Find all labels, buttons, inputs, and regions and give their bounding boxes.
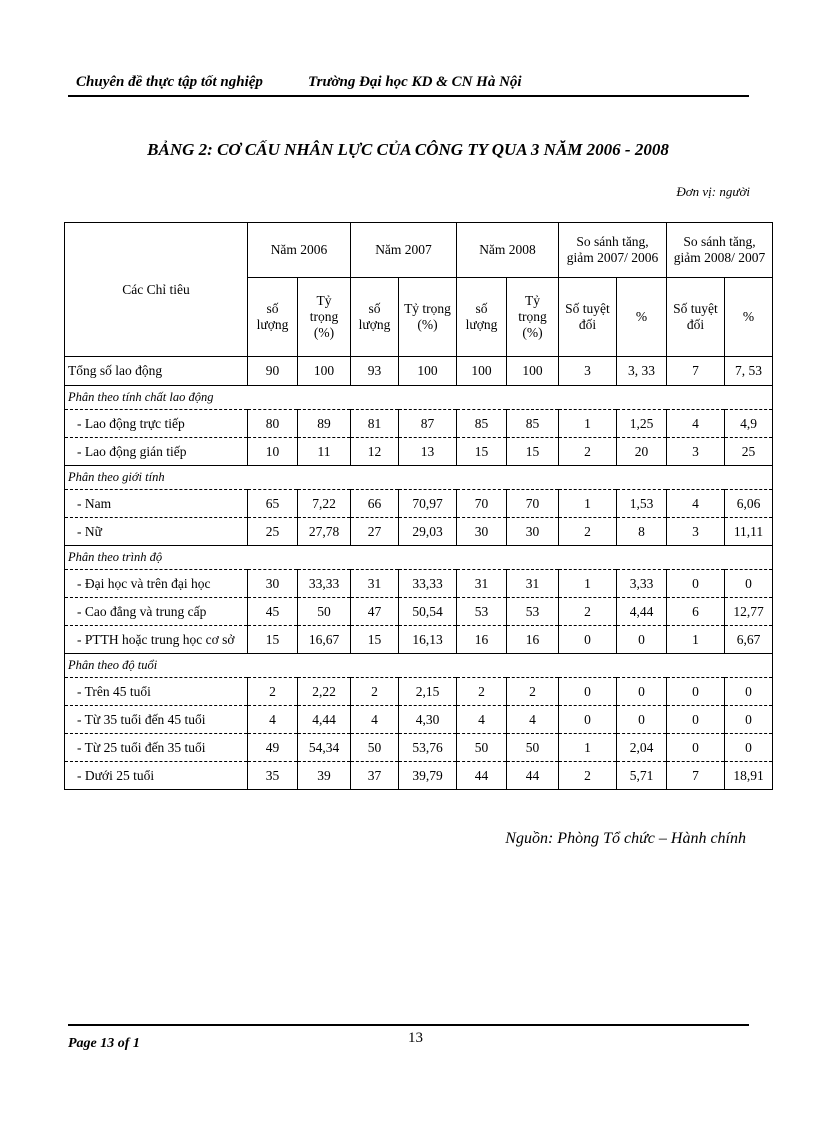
table-cell: 0 xyxy=(667,570,725,598)
table-cell: 10 xyxy=(248,438,298,466)
table-cell: 45 xyxy=(248,598,298,626)
header-left-text: Chuyên đề thực tập tốt nghiệp xyxy=(76,74,263,90)
section-title: Phân theo độ tuổi xyxy=(65,654,773,678)
table-cell: 7,22 xyxy=(298,490,351,518)
table-cell: 2,22 xyxy=(298,678,351,706)
table-cell: 4 xyxy=(457,706,507,734)
table-row xyxy=(65,706,773,734)
table-cell: 70,97 xyxy=(399,490,457,518)
total-cell: 100 xyxy=(507,357,559,386)
section-row xyxy=(65,546,773,570)
table-cell: 50 xyxy=(298,598,351,626)
table-cell: 2,15 xyxy=(399,678,457,706)
unit-note: Đơn vị: người xyxy=(676,184,750,199)
table-cell: 1 xyxy=(559,734,617,762)
table-cell: 8 xyxy=(617,518,667,546)
table-cell: 2,04 xyxy=(617,734,667,762)
table-cell: 2 xyxy=(351,678,399,706)
total-cell: 7, 53 xyxy=(725,357,773,386)
table-cell: 50 xyxy=(457,734,507,762)
table-cell: 1 xyxy=(559,570,617,598)
row-label: - Nam xyxy=(65,490,248,518)
table-cell: 85 xyxy=(457,410,507,438)
table-row xyxy=(65,626,773,654)
table-cell: 53 xyxy=(457,598,507,626)
table-cell: 1 xyxy=(559,410,617,438)
table-row xyxy=(65,598,773,626)
table-cell: 0 xyxy=(725,706,773,734)
table-cell: 4,30 xyxy=(399,706,457,734)
table-cell: 33,33 xyxy=(298,570,351,598)
table-cell: 47 xyxy=(351,598,399,626)
total-cell: 3, 33 xyxy=(617,357,667,386)
table-cell: 53,76 xyxy=(399,734,457,762)
table-cell: 16 xyxy=(457,626,507,654)
table-cell: 0 xyxy=(725,734,773,762)
table-row xyxy=(65,410,773,438)
table-cell: 18,91 xyxy=(725,762,773,790)
group-header-compare-2007-2006: So sánh tăng, giảm 2007/ 2006 xyxy=(559,223,667,278)
table-cell: 39 xyxy=(298,762,351,790)
table-cell: 80 xyxy=(248,410,298,438)
table-cell: 2 xyxy=(559,438,617,466)
table-cell: 4 xyxy=(351,706,399,734)
table-cell: 30 xyxy=(507,518,559,546)
sub-header-quantity-2006: số lượng xyxy=(248,278,298,357)
table-cell: 0 xyxy=(617,678,667,706)
table-cell: 0 xyxy=(617,706,667,734)
table-row xyxy=(65,490,773,518)
table-cell: 6,67 xyxy=(725,626,773,654)
total-row xyxy=(65,357,773,386)
group-header-2006: Năm 2006 xyxy=(248,223,351,278)
table-cell: 54,34 xyxy=(298,734,351,762)
table-cell: 2 xyxy=(248,678,298,706)
table-row xyxy=(65,570,773,598)
table-cell: 12,77 xyxy=(725,598,773,626)
table-cell: 0 xyxy=(667,706,725,734)
table-cell: 33,33 xyxy=(399,570,457,598)
table-cell: 6,06 xyxy=(725,490,773,518)
table-cell: 31 xyxy=(457,570,507,598)
table-cell: 3,33 xyxy=(617,570,667,598)
table-cell: 0 xyxy=(725,570,773,598)
table-cell: 50,54 xyxy=(399,598,457,626)
table-cell: 4 xyxy=(507,706,559,734)
table-cell: 20 xyxy=(617,438,667,466)
table-cell: 5,71 xyxy=(617,762,667,790)
row-label: - PTTH hoặc trung học cơ sở xyxy=(65,626,248,654)
table-cell: 11 xyxy=(298,438,351,466)
table-cell: 4,9 xyxy=(725,410,773,438)
table-cell: 37 xyxy=(351,762,399,790)
table-cell: 15 xyxy=(248,626,298,654)
table-cell: 16,13 xyxy=(399,626,457,654)
table-cell: 2 xyxy=(559,518,617,546)
table-cell: 27,78 xyxy=(298,518,351,546)
page-header xyxy=(68,72,748,94)
table-cell: 13 xyxy=(399,438,457,466)
table-cell: 3 xyxy=(667,518,725,546)
table-cell: 50 xyxy=(507,734,559,762)
total-cell: 90 xyxy=(248,357,298,386)
table-cell: 0 xyxy=(559,706,617,734)
row-label: - Từ 25 tuổi đến 35 tuổi xyxy=(65,734,248,762)
sub-header-share-2007: Tỷ trọng (%) xyxy=(399,278,457,357)
table-cell: 4,44 xyxy=(298,706,351,734)
sub-header-absolute-c1: Số tuyệt đối xyxy=(559,278,617,357)
table-cell: 0 xyxy=(559,626,617,654)
table-cell: 44 xyxy=(457,762,507,790)
total-cell: 100 xyxy=(457,357,507,386)
row-label: - Đại học và trên đại học xyxy=(65,570,248,598)
table-cell: 0 xyxy=(667,734,725,762)
table-cell: 1,25 xyxy=(617,410,667,438)
table-cell: 50 xyxy=(351,734,399,762)
table-cell: 31 xyxy=(507,570,559,598)
table-row xyxy=(65,762,773,790)
table-cell: 65 xyxy=(248,490,298,518)
sub-header-percent-c2: % xyxy=(725,278,773,357)
table-cell: 53 xyxy=(507,598,559,626)
footer-page-number: 13 xyxy=(408,1030,423,1046)
total-cell: 3 xyxy=(559,357,617,386)
total-cell: 100 xyxy=(399,357,457,386)
sub-header-share-2006: Tỷ trọng (%) xyxy=(298,278,351,357)
table-cell: 0 xyxy=(725,678,773,706)
table-cell: 1,53 xyxy=(617,490,667,518)
row-label: - Dưới 25 tuổi xyxy=(65,762,248,790)
table-cell: 89 xyxy=(298,410,351,438)
source-note: Nguồn: Phòng Tổ chức – Hành chính xyxy=(505,830,746,847)
table-cell: 25 xyxy=(725,438,773,466)
row-label: - Trên 45 tuổi xyxy=(65,678,248,706)
table-cell: 2 xyxy=(507,678,559,706)
table-cell: 30 xyxy=(248,570,298,598)
table-cell: 0 xyxy=(667,678,725,706)
table-cell: 12 xyxy=(351,438,399,466)
table-cell: 4 xyxy=(667,410,725,438)
row-label: - Nữ xyxy=(65,518,248,546)
footer-page-label: Page 13 of 1 xyxy=(68,1036,140,1051)
table-cell: 70 xyxy=(507,490,559,518)
table-cell: 49 xyxy=(248,734,298,762)
table-cell: 35 xyxy=(248,762,298,790)
table-cell: 39,79 xyxy=(399,762,457,790)
table-cell: 4 xyxy=(248,706,298,734)
table-row xyxy=(65,438,773,466)
table-cell: 31 xyxy=(351,570,399,598)
table-cell: 2 xyxy=(457,678,507,706)
table-title: BẢNG 2: CƠ CẤU NHÂN LỰC CỦA CÔNG TY QUA 3 NĂM 2006 - 2008 xyxy=(147,140,669,159)
table-body xyxy=(65,223,773,790)
sub-header-quantity-2008: số lượng xyxy=(457,278,507,357)
group-header-compare-2008-2007: So sánh tăng, giảm 2008/ 2007 xyxy=(667,223,773,278)
section-row xyxy=(65,386,773,410)
table-cell: 44 xyxy=(507,762,559,790)
total-cell: 7 xyxy=(667,357,725,386)
table-cell: 3 xyxy=(667,438,725,466)
row-label: - Lao động gián tiếp xyxy=(65,438,248,466)
table-cell: 85 xyxy=(507,410,559,438)
section-title: Phân theo trình độ xyxy=(65,546,773,570)
table-cell: 4 xyxy=(667,490,725,518)
row-label: - Cao đẳng và trung cấp xyxy=(65,598,248,626)
group-header-2008: Năm 2008 xyxy=(457,223,559,278)
total-label: Tổng số lao động xyxy=(65,357,248,386)
footer-rule xyxy=(68,1024,749,1026)
row-label: - Từ 35 tuổi đến 45 tuổi xyxy=(65,706,248,734)
table-cell: 6 xyxy=(667,598,725,626)
table-cell: 25 xyxy=(248,518,298,546)
section-row xyxy=(65,654,773,678)
table-cell: 2 xyxy=(559,598,617,626)
table-cell: 15 xyxy=(507,438,559,466)
table-cell: 66 xyxy=(351,490,399,518)
row-label: - Lao động trực tiếp xyxy=(65,410,248,438)
table-row xyxy=(65,518,773,546)
total-cell: 93 xyxy=(351,357,399,386)
sub-header-absolute-c2: Số tuyệt đối xyxy=(667,278,725,357)
table-cell: 0 xyxy=(559,678,617,706)
workforce-table xyxy=(64,222,773,790)
table-cell: 11,11 xyxy=(725,518,773,546)
table-cell: 1 xyxy=(559,490,617,518)
table-row xyxy=(65,678,773,706)
table-cell: 15 xyxy=(351,626,399,654)
group-header-2007: Năm 2007 xyxy=(351,223,457,278)
section-title: Phân theo tính chất lao động xyxy=(65,386,773,410)
total-cell: 100 xyxy=(298,357,351,386)
indicator-header: Các Chỉ tiêu xyxy=(65,223,248,357)
table-cell: 15 xyxy=(457,438,507,466)
table-cell: 2 xyxy=(559,762,617,790)
header-right-text: Trường Đại học KD & CN Hà Nội xyxy=(308,74,522,90)
table-cell: 29,03 xyxy=(399,518,457,546)
table-row xyxy=(65,734,773,762)
table-cell: 4,44 xyxy=(617,598,667,626)
section-row xyxy=(65,466,773,490)
sub-header-quantity-2007: số lượng xyxy=(351,278,399,357)
table-cell: 0 xyxy=(617,626,667,654)
sub-header-percent-c1: % xyxy=(617,278,667,357)
table-cell: 16 xyxy=(507,626,559,654)
table-cell: 81 xyxy=(351,410,399,438)
table-cell: 70 xyxy=(457,490,507,518)
table-cell: 16,67 xyxy=(298,626,351,654)
table-cell: 30 xyxy=(457,518,507,546)
table-cell: 27 xyxy=(351,518,399,546)
section-title: Phân theo giới tính xyxy=(65,466,773,490)
header-row-groups xyxy=(65,223,773,278)
header-rule xyxy=(68,95,749,97)
table-cell: 87 xyxy=(399,410,457,438)
table-cell: 1 xyxy=(667,626,725,654)
sub-header-share-2008: Tỷ trọng (%) xyxy=(507,278,559,357)
table-cell: 7 xyxy=(667,762,725,790)
